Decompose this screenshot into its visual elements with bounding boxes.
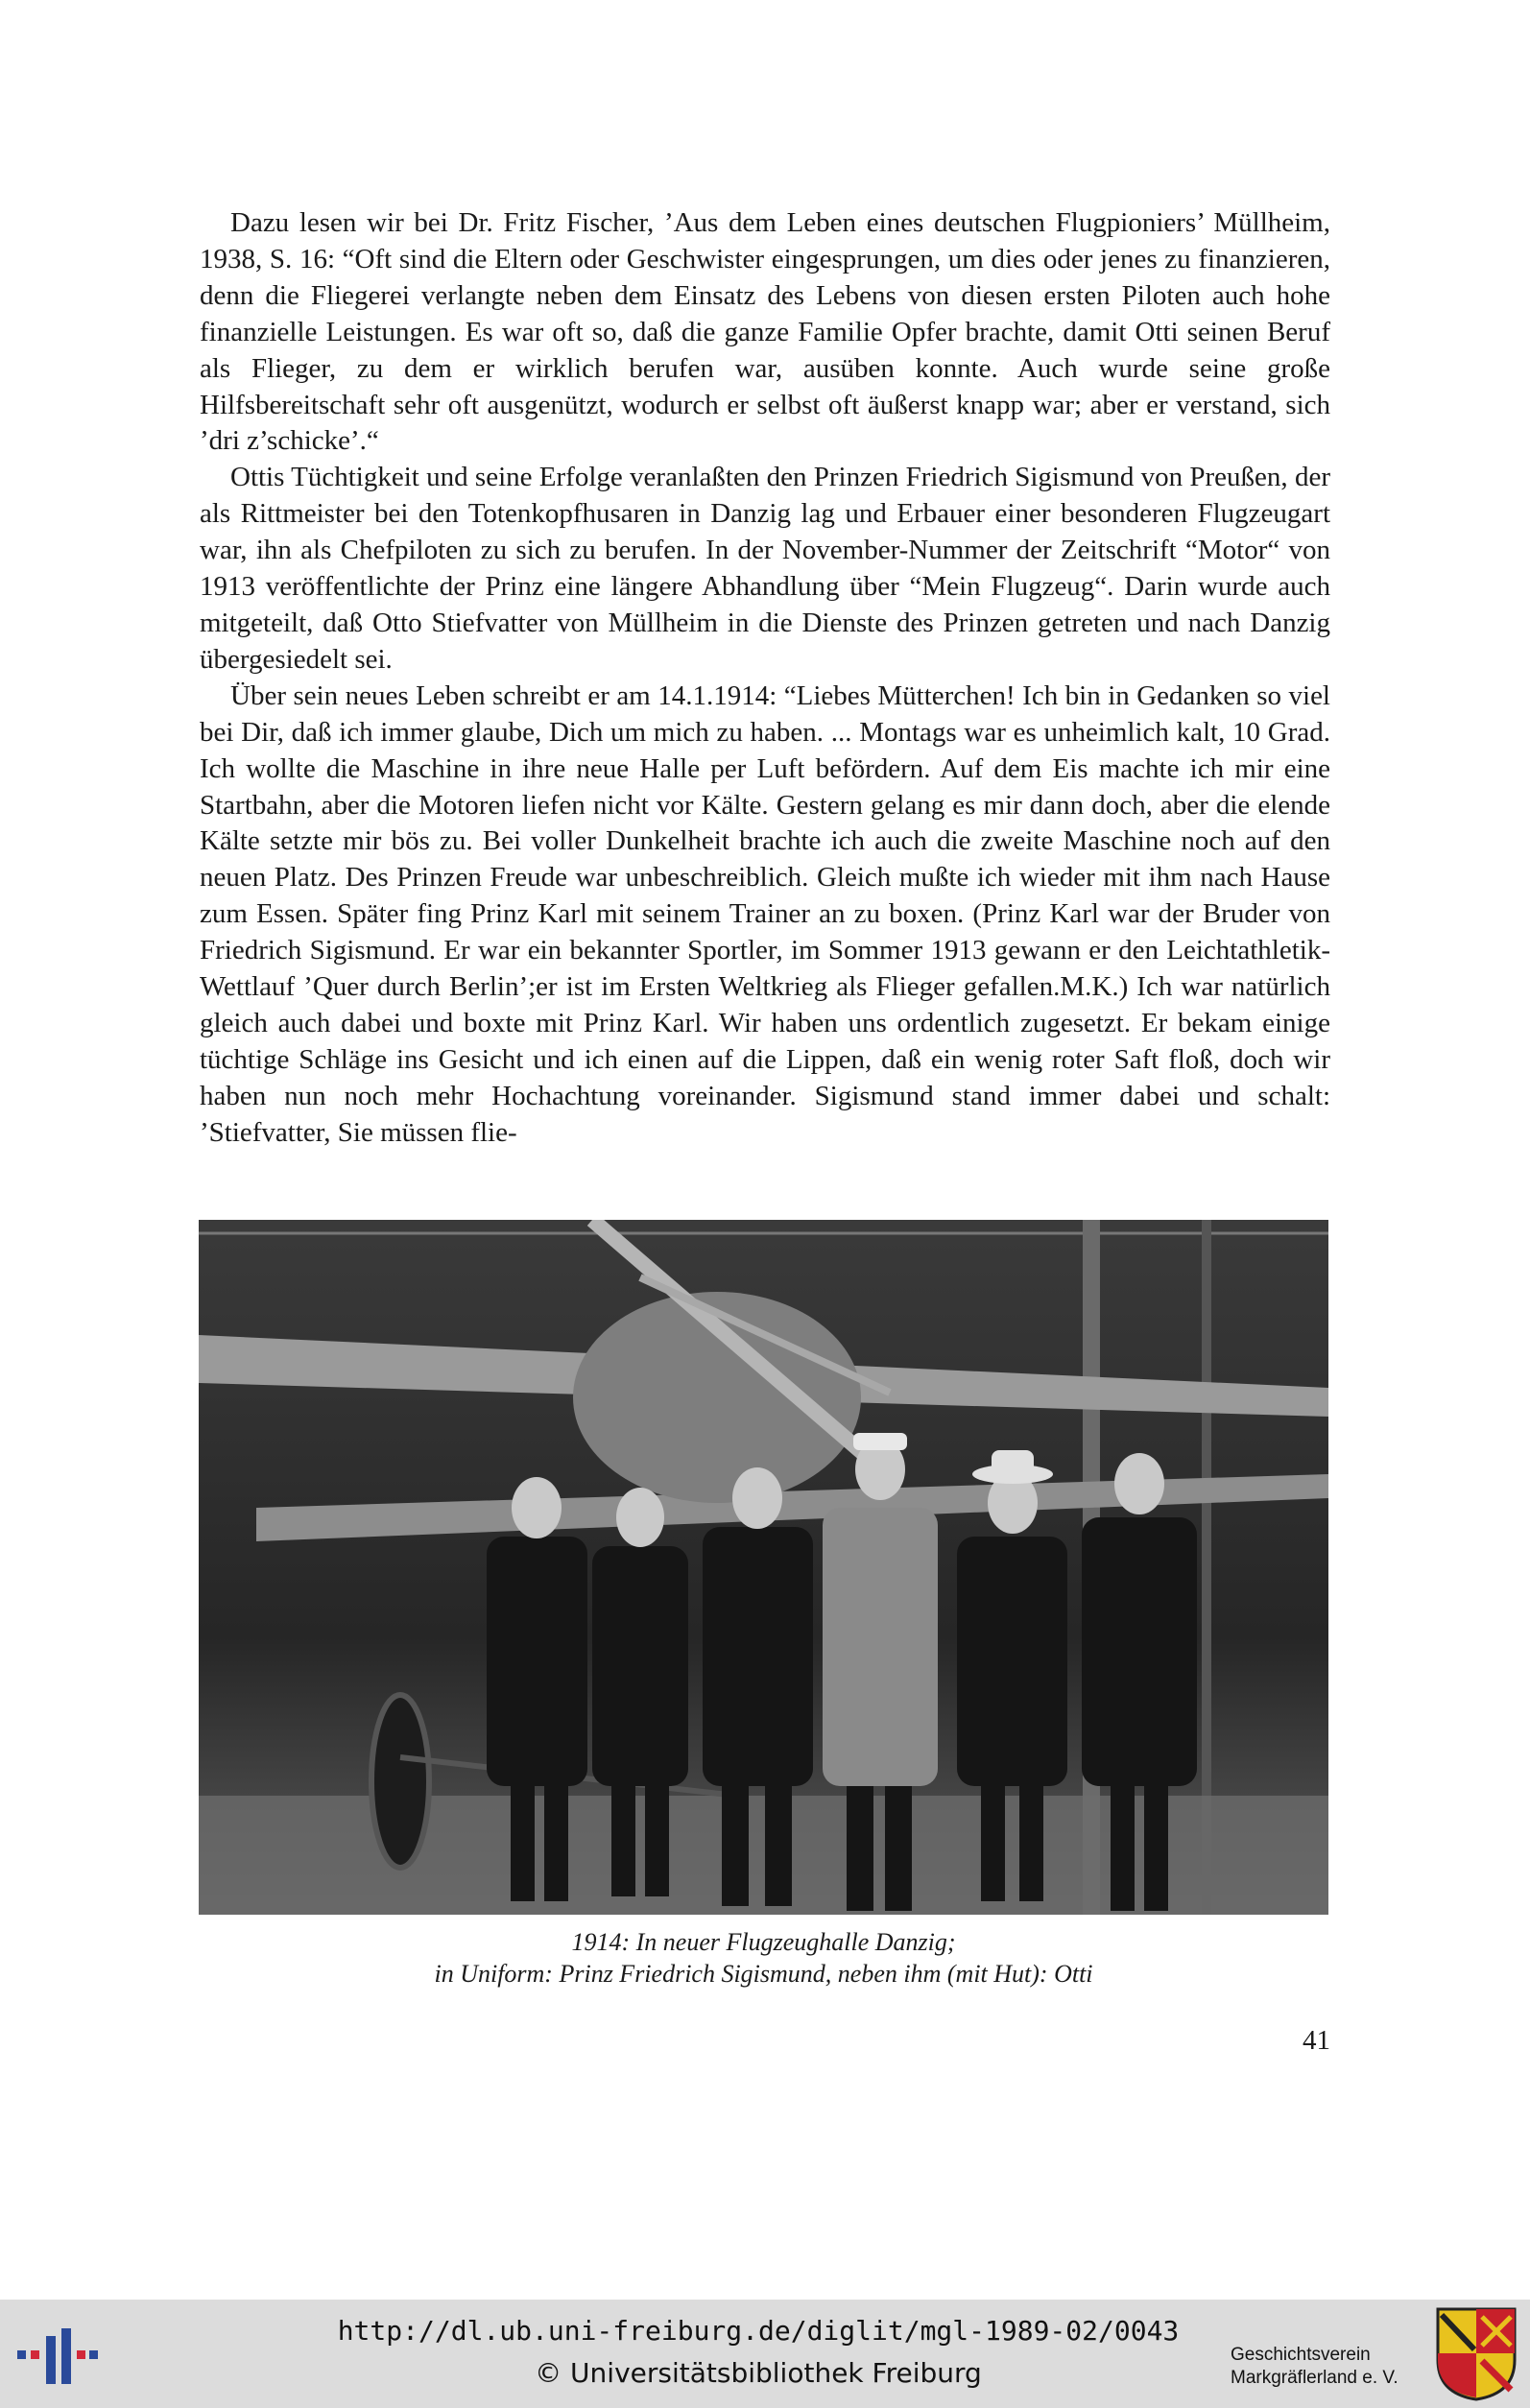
historic-photo [199, 1220, 1328, 1915]
body-text [200, 205, 1330, 1152]
footer-bar [0, 2300, 1530, 2408]
footer-url-link[interactable]: http://dl.ub.uni-freiburg.de/diglit/mgl-1989-02/0043 [337, 2315, 1180, 2347]
caption-line-2: in Uniform: Prinz Friedrich Sigismund, neben ihm (mit Hut): Otti [434, 1960, 1093, 1988]
org-line-1: Geschichtsverein [1231, 2345, 1371, 2365]
paragraph-1: Dazu lesen wir bei Dr. Fritz Fischer, ’Aus dem Leben eines deutschen Flugpioniers’ Müllheim, 1938, S. 16: “Oft sind die Eltern oder Geschwister eingesprungen, um dies oder jenes zu finanzieren, denn die Fliegerei verlangte neben dem Einsatz des Lebens von diesen ersten Piloten auch hohe finanzielle Leistungen. Es war oft so, daß die ganze Familie Opfer brachte, damit Otti seinen Beruf als Flieger, zu dem er wirklich berufen war, ausüben konnte. Auch wurde seine große Hilfsbereitschaft sehr oft ausgenützt, wodurch er selbst oft äußerst knapp war; aber er verstand, sich ’dri z’schicke’.“ [200, 207, 1330, 457]
page-number: 41 [1303, 2025, 1330, 2056]
ub-freiburg-logo-icon[interactable] [17, 2328, 98, 2384]
photo-caption [199, 1926, 1328, 1990]
org-line-2: Markgräflerland e. V. [1231, 2368, 1399, 2388]
coat-of-arms-icon [1436, 2307, 1517, 2401]
paragraph-3: Über sein neues Leben schreibt er am 14.1.1914: “Liebes Mütterchen! Ich bin in Gedanken so viel bei Dir, daß ich immer glaube, Dich um mich zu haben. ... Montags war es unheimlich kalt, 10 Grad. Ich wollte die Maschine in ihre neue Halle per Luft befördern. Auf dem Eis machte ich mir eine Startbahn, aber die Motoren liefen nicht vor Kälte. Gestern gelang es mir dann doch, aber die elende Kälte setzte mir bös zu. Bei voller Dunkelheit brachte ich auch die zweite Maschine noch auf den neuen Platz. Des Prinzen Freude war unbeschreiblich. Gleich mußte ich wieder mit ihm nach Hause zum Essen. Später fing Prinz Karl mit seinem Trainer an zu boxen. (Prinz Karl war der Bruder von Friedrich Sigismund. Er war ein bekannter Sportler, im Sommer 1913 gewann er den Leichtathletik-Wettlauf ’Quer durch Berlin’;er ist im Ersten Weltkrieg als Flieger gefallen.M.K.) Ich war natürlich gleich auch dabei und boxte mit Prinz Karl. Wir haben uns ordentlich zugesetzt. Er bekam einige tüchtige Schläge ins Gesicht und ich einen auf die Lippen, daß ein wenig roter Saft floß, doch wir haben nun noch mehr Hochachtung voreinander. Sigismund stand immer dabei und schalt: ’Stiefvatter, Sie müssen flie- [200, 679, 1330, 1148]
footer-organization [1231, 2344, 1440, 2390]
caption-line-1: 1914: In neuer Flugzeughalle Danzig; [571, 1928, 956, 1956]
photo-illustration [199, 1220, 1328, 1915]
footer-copyright: © Universitätsbibliothek Freiburg [535, 2357, 982, 2389]
paragraph-2: Ottis Tüchtigkeit und seine Erfolge veranlaßten den Prinzen Friedrich Sigismund von Preußen, der als Rittmeister bei den Totenkopfhusaren in Danzig lag und Erbauer einer besonderen Flugzeugart war, ihn als Chefpiloten zu sich zu berufen. In der November-Nummer der Zeitschrift “Motor“ von 1913 veröffentlichte der Prinz eine längere Abhandlung über “Mein Flugzeug“. Darin wurde auch mitgeteilt, daß Otto Stiefvatter von Müllheim in die Dienste des Prinzen getreten und nach Danzig übergesiedelt sei. [200, 462, 1330, 675]
